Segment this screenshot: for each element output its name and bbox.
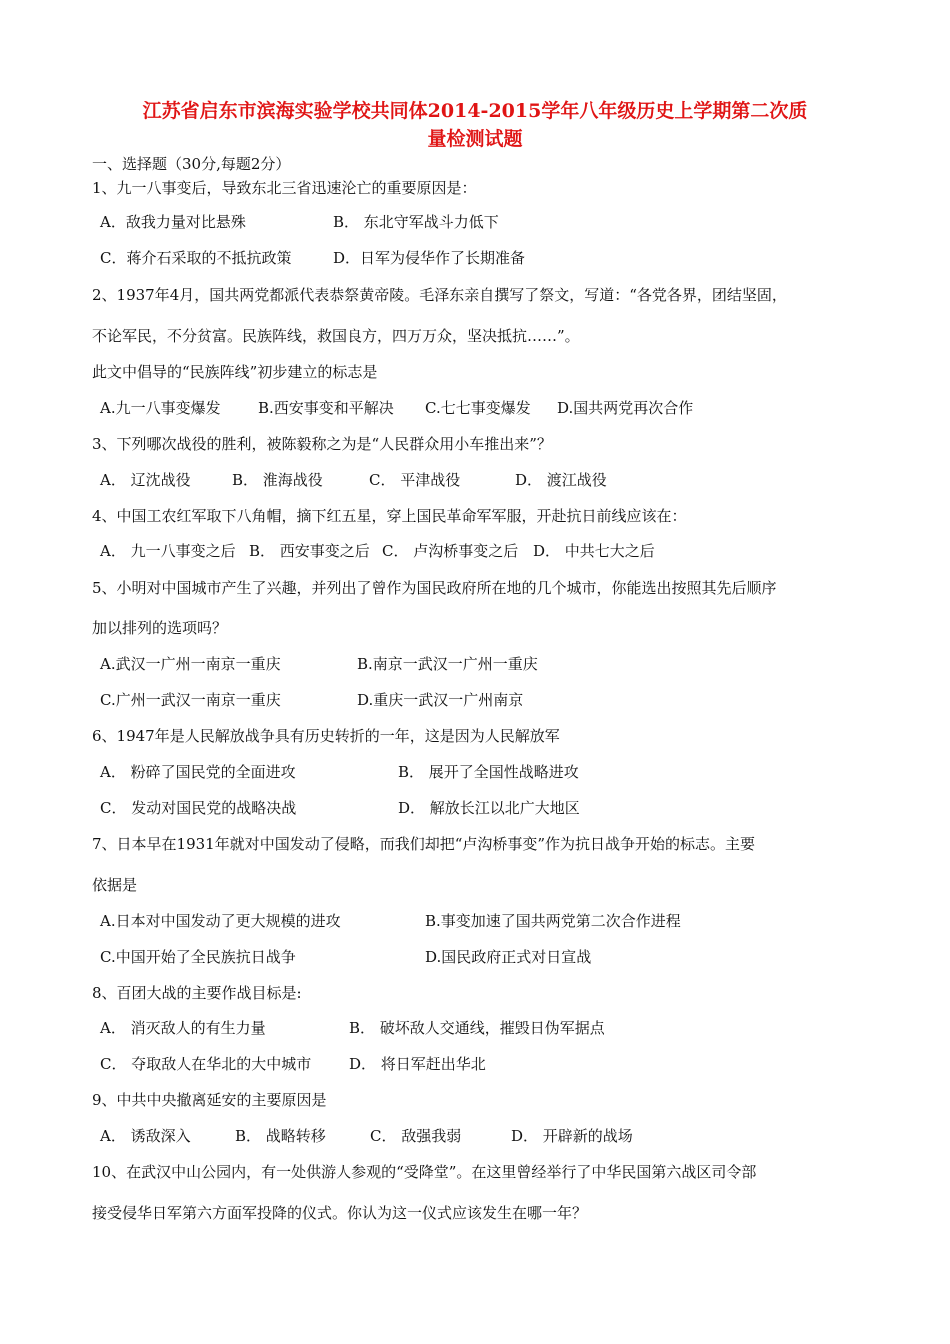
question-3-option-b: B． 淮海战役 [232, 471, 323, 489]
question-7-option-c: C.中国开始了全民族抗日战争 [100, 948, 296, 966]
question-2-option-a: A.九一八事变爆发 [100, 399, 221, 417]
question-7-option-d: D.国民政府正式对日宣战 [425, 948, 592, 966]
question-6-option-b: B． 展开了全国性战略进攻 [398, 763, 579, 781]
question-2-option-b: B.西安事变和平解决 [258, 399, 394, 417]
question-1-option-a: A．敌我力量对比悬殊 [100, 213, 246, 231]
question-8-option-b: B． 破坏敌人交通线，摧毁日伪军据点 [349, 1019, 605, 1037]
section-heading: 一、选择题（30分,每题2分） [92, 155, 291, 173]
question-4-option-c: C． 卢沟桥事变之后 [382, 542, 519, 560]
question-2-option-c: C.七七事变爆发 [425, 399, 531, 417]
question-4-option-a: A． 九一八事变之后 [100, 542, 236, 560]
question-4-option-b: B． 西安事变之后 [249, 542, 370, 560]
question-6-stem: 6、1947年是人民解放战争具有历史转折的一年，这是因为人民解放军 [92, 727, 560, 745]
question-1-option-b: B． 东北守军战斗力低下 [333, 213, 499, 231]
question-9-option-a: A． 诱敌深入 [100, 1127, 191, 1145]
question-8-option-d: D． 将日军赶出华北 [349, 1055, 486, 1073]
question-3-stem: 3、下列哪次战役的胜利，被陈毅称之为是“人民群众用小车推出来”？ [92, 435, 552, 453]
question-5-option-d: D.重庆一武汉一广州南京 [357, 691, 524, 709]
exam-title-line-1: 江苏省启东市滨海实验学校共同体2014-2015学年八年级历史上学期第二次质 [142, 100, 808, 122]
question-2-stem-line-2: 不论军民，不分贫富。民族阵线，救国良方，四万万众，坚决抵抗……”。 [92, 327, 580, 345]
exam-title-line-2: 量检测试题 [427, 128, 523, 150]
question-9-option-b: B． 战略转移 [235, 1127, 326, 1145]
question-7-option-a: A.日本对中国发动了更大规模的进攻 [100, 912, 341, 930]
question-6-option-d: D． 解放长江以北广大地区 [398, 799, 580, 817]
question-1-stem: 1、九一八事变后，导致东北三省迅速沦亡的重要原因是： [92, 179, 477, 197]
question-9-stem: 9、中共中央撤离延安的主要原因是 [92, 1091, 327, 1109]
question-5-option-b: B.南京一武汉一广州一重庆 [357, 655, 538, 673]
question-5-stem-line-2: 加以排列的选项吗？ [92, 619, 228, 637]
question-5-option-c: C.广州一武汉一南京一重庆 [100, 691, 281, 709]
question-10-stem-line-1: 10、在武汉中山公园内，有一处供游人参观的“受降堂”。在这里曾经举行了中华民国第六战区司令部 [92, 1163, 757, 1181]
question-7-stem-line-2: 依据是 [92, 876, 138, 894]
question-3-option-d: D． 渡江战役 [515, 471, 607, 489]
question-9-option-c: C． 敌强我弱 [370, 1127, 462, 1145]
question-2-stem-line-3: 此文中倡导的“民族阵线”初步建立的标志是 [92, 363, 378, 381]
question-1-option-d: D．日军为侵华作了长期准备 [333, 249, 526, 267]
question-4-option-d: D． 中共七大之后 [533, 542, 655, 560]
question-6-option-c: C． 发动对国民党的战略决战 [100, 799, 297, 817]
question-3-option-c: C． 平津战役 [369, 471, 461, 489]
question-8-option-c: C． 夺取敌人在华北的大中城市 [100, 1055, 312, 1073]
question-4-stem: 4、中国工农红军取下八角帽，摘下红五星，穿上国民革命军军服，开赴抗日前线应该在： [92, 507, 687, 525]
question-2-stem-line-1: 2、1937年4月，国共两党都派代表恭祭黄帝陵。毛泽东亲自撰写了祭文，写道：“各党各界，团结坚固， [92, 286, 787, 304]
question-1-option-c: C．蒋介石采取的不抵抗政策 [100, 249, 292, 267]
question-8-stem: 8、百团大战的主要作战目标是: [92, 984, 302, 1002]
question-2-option-d: D.国共两党再次合作 [557, 399, 694, 417]
question-9-option-d: D． 开辟新的战场 [511, 1127, 633, 1145]
question-6-option-a: A． 粉碎了国民党的全面进攻 [100, 763, 296, 781]
question-3-option-a: A． 辽沈战役 [100, 471, 191, 489]
question-7-option-b: B.事变加速了国共两党第二次合作进程 [425, 912, 681, 930]
question-10-stem-line-2: 接受侵华日军第六方面军投降的仪式。你认为这一仪式应该发生在哪一年？ [92, 1204, 588, 1222]
question-8-option-a: A． 消灭敌人的有生力量 [100, 1019, 266, 1037]
question-5-option-a: A.武汉一广州一南京一重庆 [100, 655, 281, 673]
question-5-stem-line-1: 5、小明对中国城市产生了兴趣，并列出了曾作为国民政府所在地的几个城市，你能选出按照其先后顺序 [92, 579, 777, 597]
question-7-stem-line-1: 7、日本早在1931年就对中国发动了侵略，而我们却把“卢沟桥事变”作为抗日战争开始的标志。主要 [92, 835, 756, 853]
